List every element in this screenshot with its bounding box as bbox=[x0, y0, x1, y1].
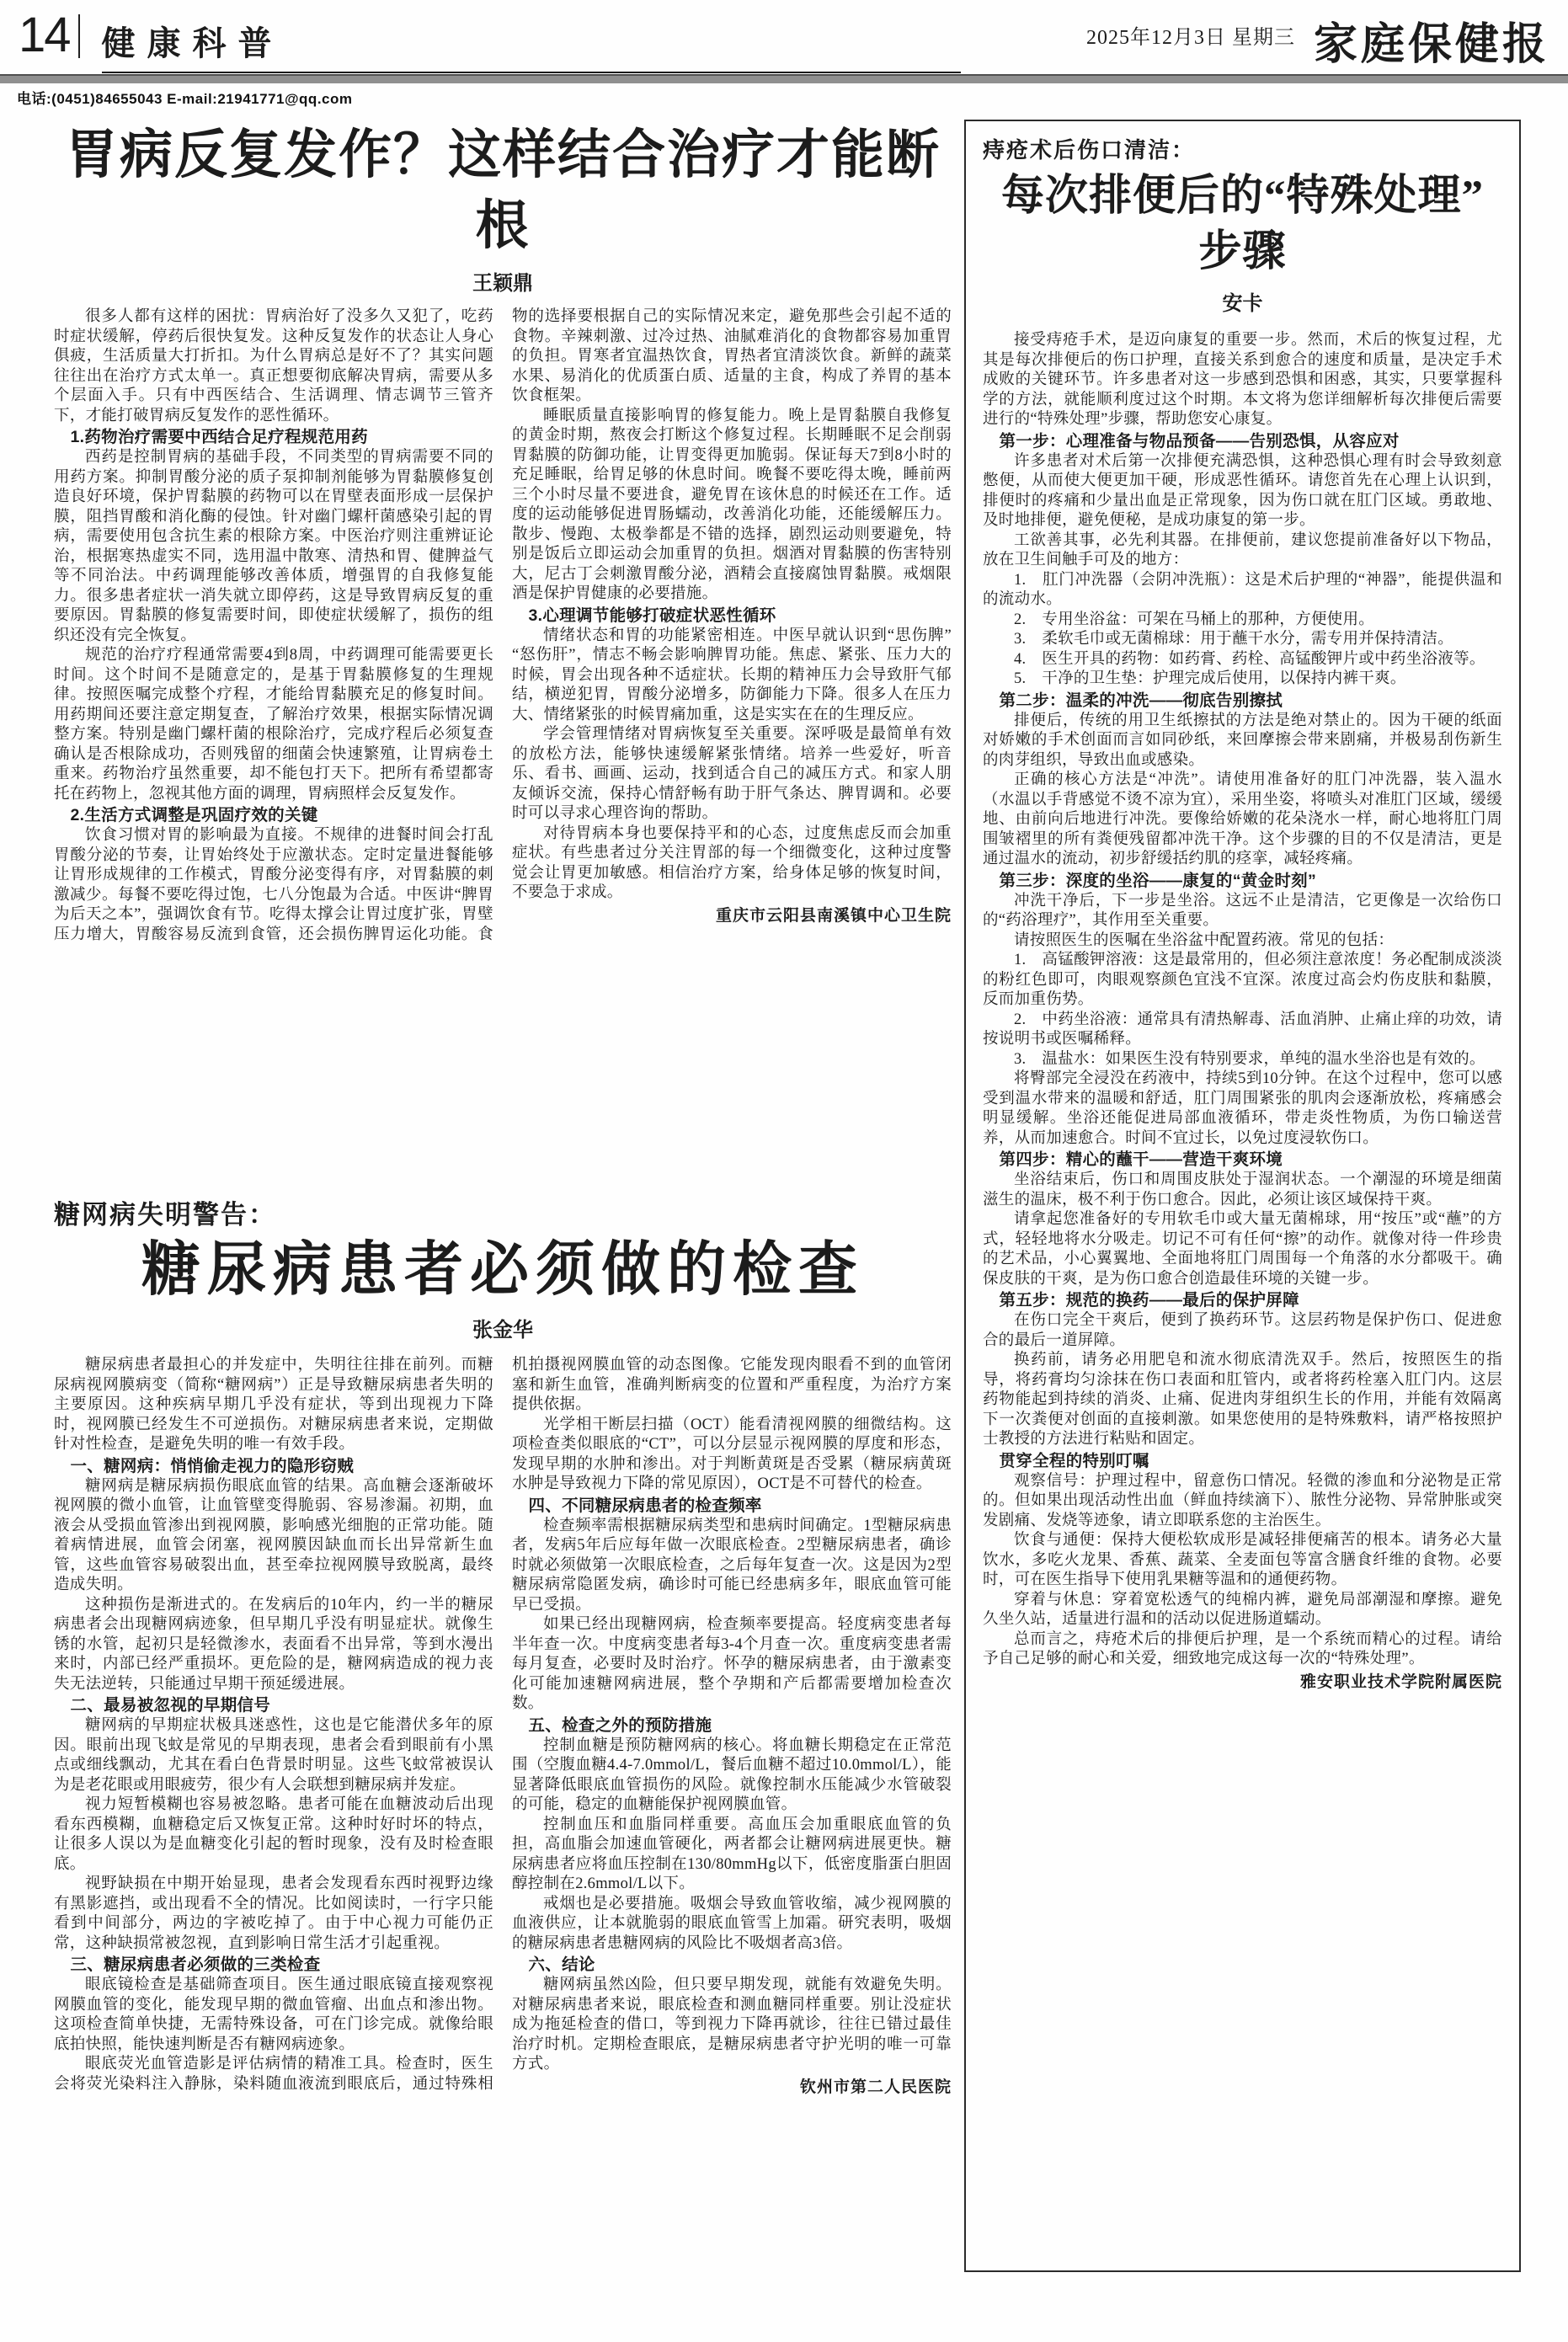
body-paragraph: 穿着与休息：穿着宽松透气的纯棉内裤，避免局部潮湿和摩擦。避免久坐久站，适量进行温和的活动以促进肠道蠕动。 bbox=[983, 1591, 1502, 1628]
body-paragraph: 5. 干净的卫生垫：护理完成后使用，以保持内裤干爽。 bbox=[1014, 670, 1406, 687]
section-subhead: 1.药物治疗需要中西结合足疗程规范用药 bbox=[70, 428, 368, 446]
body-paragraph: 将臀部完全浸没在药液中，持续5到10分钟。在这个过程中，您可以感受到温水带来的温暖和舒适，肛门周围紧张的肌肉会逐渐放松，疼痛感会明显缓解。坐浴还能促进局部血液循环，带走炎性物质，为伤口输送营养，从而加速愈合。时间不宜过长，以免过度浸软伤口。 bbox=[983, 1070, 1502, 1147]
section-subhead: 五、检查之外的预防措施 bbox=[528, 1715, 712, 1735]
body-paragraph: 总而言之，痔疮术后的排便后护理，是一个系统而精心的过程。请给予自己足够的耐心和关爱，细致地完成这每一次的“特殊处理”。 bbox=[983, 1630, 1502, 1667]
hospital-byline: 重庆市云阳县南溪镇中心卫生院 bbox=[715, 906, 952, 925]
section-subhead: 第四步：精心的蘸干——营造干爽环境 bbox=[999, 1150, 1283, 1169]
body-paragraph: 排便后，传统的用卫生纸擦拭的方法是绝对禁止的。因为干硬的纸面对娇嫩的手术创面而言如同砂纸，来回摩擦会带来剧痛，并极易刮伤新生的肉芽组织，导致出血或感染。 bbox=[983, 712, 1502, 769]
section-subhead: 第二步：温柔的冲洗——彻底告别擦拭 bbox=[999, 691, 1283, 710]
body-paragraph: 冲洗干净后，下一步是坐浴。这远不止是清洁，它更像是一次给伤口的“药浴理疗”，其作用至关重要。 bbox=[983, 892, 1502, 929]
article-diabetes-author: 张金华 bbox=[472, 1320, 533, 1342]
body-paragraph: 糖网病的早期症状极具迷惑性，这也是它能潜伏多年的原因。眼前出现飞蚊是常见的早期表现，患者会看到眼前有小黑点或细线飘动，尤其在看白色背景时明显。这些飞蚊常被误认为是老花眼或用眼疲劳，很少有人会联想到糖尿病并发症。 bbox=[54, 1717, 493, 1794]
body-paragraph: 睡眠质量直接影响胃的修复能力。晚上是胃黏膜自我修复的黄金时期，熬夜会打断这个修复过程。长期睡眠不足会削弱胃黏膜的防御功能，让胃变得更加脆弱。保证每天7到8小时的充足睡眠，给胃足够的休息时间。晚餐不要吃得太晚，睡前两三个小时尽量不要进食，避免胃在该休息的时候还在工作。适度的运动能够促进胃肠蠕动，改善消化功能，还能缓解压力。散步、慢跑、太极拳都是不错的选择，剧烈运动则要避免，特别是饭后立即运动会加重胃的负担。烟酒对胃黏膜的伤害特别大，尼古丁会刺激胃酸分泌，酒精会直接腐蚀胃黏膜。戒烟限酒是保护胃健康的必要措施。 bbox=[512, 407, 952, 602]
body-paragraph: 请拿起您准备好的专用软毛巾或大量无菌棉球，用“按压”或“蘸”的方式，轻轻地将水分吸走。切记不可有任何“擦”的动作。就像对待一件珍贵的艺术品，小心翼翼地、全面地将肛门周围每一个角落的水分都吸干。确保皮肤的干爽，是为伤口愈合创造最佳环境的关键一步。 bbox=[983, 1211, 1502, 1288]
section-subhead: 第三步：深度的坐浴——康复的“黄金时刻” bbox=[999, 871, 1316, 890]
body-paragraph: 1. 肛门冲洗器（会阴冲洗瓶）：这是术后护理的“神器”，能提供温和的流动水。 bbox=[983, 571, 1502, 608]
page-number: 14 bbox=[19, 8, 70, 62]
body-paragraph: 如果已经出现糖网病，检查频率要提高。轻度病变患者每半年查一次。中度病变患者每3-4个月查一次。重度病变患者需每月复查，必要时及时治疗。怀孕的糖尿病患者，由于激素变化可能加速糖网病进展，整个孕期和产后都需要增加检查次数。 bbox=[512, 1616, 952, 1712]
body-paragraph: 光学相干断层扫描（OCT）能看清视网膜的细微结构。这项检查类似眼底的“CT”，可以分层显示视网膜的厚度和形态，发现早期的水肿和渗出。对于判断黄斑是否受累（糖尿病黄斑水肿是导致视力下降的常见原因），OCT是不可替代的检查。 bbox=[512, 1416, 952, 1492]
body-paragraph: 规范的治疗疗程通常需要4到8周，中药调理可能需要更长时间。这个时间不是随意定的，是基于胃黏膜修复的生理规律。按照医嘱完成整个疗程，才能给胃黏膜充足的修复时间。用药期间还要注意定期复查，了解治疗效果，根据实际情况调整方案。特别是幽门螺杆菌的根除治疗，完成疗程后必须复查确认是否根除成功，否则残留的细菌会快速繁殖，让胃病卷土重来。药物治疗虽然重要，却不能包打天下。把所有希望都寄托在药物上，忽视其他方面的调理，胃病照样会反复发作。 bbox=[54, 647, 493, 803]
body-paragraph: 学会管理情绪对胃病恢复至关重要。深呼吸是最简单有效的放松方法，能够快速缓解紧张情绪。培养一些爱好，听音乐、看书、画画、运动，找到适合自己的减压方式。和家人朋友倾诉交流，保持心情舒畅有助于肝气条达、脾胃调和。必要时可以寻求心理咨询的帮助。 bbox=[512, 726, 952, 822]
body-paragraph: 3. 温盐水：如果医生没有特别要求，单纯的温水坐浴也是有效的。 bbox=[1014, 1050, 1485, 1068]
body-paragraph: 3. 柔软毛巾或无菌棉球：用于蘸干水分，需专用并保持清洁。 bbox=[1014, 631, 1454, 648]
body-paragraph: 西药是控制胃病的基础手段，不同类型的胃病需要不同的用药方案。抑制胃酸分泌的质子泵抑制剂能够为胃黏膜修复创造良好环境，保护胃黏膜的药物可以在胃壁表面形成一层保护膜，阻挡胃酸和消化酶的侵蚀。针对幽门螺杆菌感染引起的胃病，需要使用包含抗生素的根除方案。中医治疗则注重辨证论治，根据寒热虚实不同，选用温中散寒、清热和胃、健脾益气等不同治法。中药调理能够改善体质，增强胃的自我修复能力。很多患者症状一消失就立即停药，这是导致胃病反复的重要原因。胃黏膜的修复需要时间，即使症状缓解了，损伤的组织还没有完全恢复。 bbox=[54, 449, 493, 644]
body-paragraph: 4. 医生开具的药物：如药膏、药栓、高锰酸钾片或中药坐浴液等。 bbox=[1014, 650, 1485, 668]
body-paragraph: 2. 中药坐浴液：通常具有清热解毒、活血消肿、止痛止痒的功效，请按说明书或医嘱稀释。 bbox=[983, 1011, 1502, 1048]
contact-line: 电话:(0451)84655043 E-mail:21941771@qq.com bbox=[17, 91, 353, 107]
body-paragraph: 接受痔疮手术，是迈向康复的重要一步。然而，术后的恢复过程，尤其是每次排便后的伤口护理，直接关系到愈合的速度和质量，是决定手术成败的关键环节。许多患者对这一步感到恐惧和困惑，其实，只要掌握科学的方法，就能顺利度过这个时期。本文将为您详细解析每次排便后需要进行的“特殊处理”步骤，帮助您安心康复。 bbox=[983, 332, 1502, 428]
section-subhead: 3.心理调节能够打破症状恶性循环 bbox=[528, 606, 776, 625]
masthead-right bbox=[1086, 8, 1549, 72]
section-subhead: 贯穿全程的特别叮嘱 bbox=[999, 1451, 1149, 1470]
section-title: 健康科普 bbox=[101, 24, 284, 62]
newspaper-name: 家庭保健报 bbox=[1313, 21, 1549, 69]
body-paragraph: 眼底镜检查是基础筛查项目。医生通过眼底镜直接观察视网膜血管的变化，能发现早期的微血管瘤、出血点和渗出物。这项检查简单快捷，无需特殊设备，可在门诊完成。就像给眼底拍快照，能快速判断是否有糖网病迹象。 bbox=[54, 1977, 493, 2053]
body-paragraph: 许多患者对术后第一次排便充满恐惧，这种恐惧心理有时会导致刻意憋便，从而使大便更加干硬，形成恶性循环。请您首先在心理上认识到，排便时的疼痛和少量出血是正常现象，因为伤口就在肛门区域。勇敢地、及时地排便，避免便秘，是成功康复的第一步。 bbox=[983, 452, 1502, 529]
body-paragraph: 饮食习惯对胃的影响最为直接。不规律的进餐时间会打乱胃酸分泌的节奏，让胃始终处于应激状态。定时定量进餐能够让胃形成规律的工作模式，胃酸分泌变得有序，对胃黏膜的刺激减少。每餐不要吃得过饱，七八分饱最为合适。中医讲“脾胃为后天之本”，强调饮食有节。吃得太撑会让胃过度扩张，胃壁压力增大，胃酸容易反流到食管，还会损伤脾胃运化功能。食物的选择要根据自己的实际情况来定，避免那些会引起不适的食物。辛辣刺激、过冷过热、油腻难消化的食物都容易加重胃的负担。胃寒者宜温热饮食，胃热者宜清淡饮食。新鲜的蔬菜水果、易消化的优质蛋白质、适量的主食，构成了养胃的基本饮食框架。 bbox=[54, 308, 952, 943]
body-paragraph: 请按照医生的医嘱在坐浴盆中配置药液。常见的包括： bbox=[1014, 931, 1395, 949]
article-hemorrhoid-author: 安卡 bbox=[1222, 293, 1263, 315]
section-subhead: 六、结论 bbox=[528, 1955, 595, 1974]
body-paragraph: 饮食与通便：保持大便松软成形是减轻排便痛苦的根本。请务必大量饮水，多吃火龙果、香蕉、蔬菜、全麦面包等富含膳食纤维的食物。必要时，可在医生指导下使用乳果糖等温和的通便药物。 bbox=[983, 1532, 1502, 1588]
section-subhead: 第一步：心理准备与物品预备——告别恐惧，从容应对 bbox=[999, 431, 1400, 451]
body-paragraph: 在伤口完全干爽后，便到了换药环节。这层药物是保护伤口、促进愈合的最后一道屏障。 bbox=[983, 1312, 1502, 1349]
body-paragraph: 情绪状态和胃的功能紧密相连。中医早就认识到“思伤脾”“怒伤肝”，情志不畅会影响脾胃功能。焦虑、紧张、压力大的时候，胃会出现各种不适症状。长期的精神压力会导致肝气郁结，横逆犯胃，胃酸分泌增多，防御能力下降。很多人在压力大、情绪紧张的时候胃痛加重，这是实实在在的生理反应。 bbox=[512, 627, 952, 723]
section-subhead: 三、糖尿病患者必须做的三类检查 bbox=[70, 1955, 321, 1974]
hospital-byline: 钦州市第二人民医院 bbox=[799, 2078, 952, 2096]
section-subhead: 四、不同糖尿病患者的检查频率 bbox=[528, 1496, 762, 1515]
body-paragraph: 糖尿病患者最担心的并发症中，失明往往排在前列。而糖尿病视网膜病变（简称“糖网病”）正是导致糖尿病患者失明的主要原因。这种疾病早期几乎没有症状，等到出现视力下降时，视网膜已经发生不可逆损伤。对糖尿病患者来说，定期做针对性检查，是避免失明的唯一有效手段。 bbox=[54, 1357, 493, 1453]
article-gastric bbox=[54, 120, 952, 1185]
body-paragraph: 糖网病是糖尿病损伤眼底血管的结果。高血糖会逐渐破坏视网膜的微小血管，让血管壁变得脆弱、容易渗漏。初期，血液会从受损血管渗出到视网膜，影响感光细胞的正常功能。随着病情进展，血管会闭塞，视网膜因缺血而长出异常新生血管，这些血管容易破裂出血，甚至牵拉视网膜导致脱离，最终造成失明。 bbox=[54, 1477, 493, 1593]
article-hemorrhoid-box bbox=[964, 120, 1521, 2272]
body-paragraph: 控制血压和血脂同样重要。高血压会加重眼底血管的负担，高血脂会加速血管硬化，两者都会让糖网病进展更快。糖尿病患者应将血压控制在130/80mmHg以下，低密度脂蛋白胆固醇控制在2.6mmol/L以下。 bbox=[512, 1816, 952, 1892]
body-paragraph: 正确的核心方法是“冲洗”。请使用准备好的肛门冲洗器，装入温水（水温以手背感觉不烫不凉为宜），采用坐姿，将喷头对准肛门区域，缓缓地、由前向后地进行冲洗。要像给娇嫩的花朵浇水一样，耐心地将肛门周围皱褶里的所有粪便残留都冲洗干净。这个步骤的目的不仅是清洁，更是通过温水的流动，初步舒缓括约肌的痉挛，减轻疼痛。 bbox=[983, 771, 1502, 867]
masthead-divider bbox=[78, 14, 80, 58]
body-paragraph: 1. 高锰酸钾溶液：这是最常用的，但必须注意浓度！务必配制成淡淡的粉红色即可，肉眼观察颜色宜浅不宜深。浓度过高会灼伤皮肤和黏膜，反而加重伤势。 bbox=[983, 952, 1502, 1008]
article-diabetes-body bbox=[54, 1356, 952, 2342]
body-paragraph: 2. 专用坐浴盆：可架在马桶上的那种，方便使用。 bbox=[1014, 611, 1375, 628]
hospital-byline: 雅安职业技术学院附属医院 bbox=[1299, 1672, 1502, 1691]
article-hemorrhoid-kicker: 痔疮术后伤口清洁： bbox=[983, 137, 1196, 163]
section-subhead: 第五步：规范的换药——最后的保护屏障 bbox=[999, 1291, 1299, 1310]
body-paragraph: 视力短暂模糊也容易被忽略。患者可能在血糖波动后出现看东西模糊，血糖稳定后又恢复正常。这种时好时坏的特点，让很多人误以为是血糖变化引起的暂时现象，没有及时检查眼底。 bbox=[54, 1796, 493, 1873]
body-paragraph: 观察信号：护理过程中，留意伤口情况。轻微的渗血和分泌物是正常的。但如果出现活动性出血（鲜血持续滴下）、脓性分泌物、异常肿胀或突发剧痛、发烧等迹象，请立即联系您的主治医生。 bbox=[983, 1472, 1502, 1529]
article-diabetes-title: 糖尿病患者必须做的检查 bbox=[141, 1238, 864, 1303]
body-paragraph: 工欲善其事，必先利其器。在排便前，建议您提前准备好以下物品，放在卫生间触手可及的地方： bbox=[983, 531, 1502, 568]
body-paragraph: 眼底荧光血管造影是评估病情的精准工具。检查时，医生会将荧光染料注入静脉，染料随血液流到眼底后，通过特殊相机拍摄视网膜血管的动态图像。它能发现肉眼看不到的血管闭塞和新生血管，准确判断病变的位置和严重程度，为治疗方案提供依据。 bbox=[54, 1357, 952, 2093]
section-block bbox=[102, 8, 961, 73]
left-column-region bbox=[54, 120, 952, 2342]
body-paragraph: 这种损伤是渐进式的。在发病后的10年内，约一半的糖尿病患者会出现糖网病迹象，但早期几乎没有明显症状。就像生锈的水管，起初只是轻微渗水，表面看不出异常，等到水漫出来时，内部已经严重损坏。更危险的是，糖网病造成的视力丧失无法逆转，只能通过早期干预延缓进展。 bbox=[54, 1596, 493, 1693]
article-diabetes-kicker: 糖网病失明警告： bbox=[54, 1200, 276, 1230]
section-subhead: 一、糖网病：悄悄偷走视力的隐形窃贼 bbox=[70, 1456, 355, 1475]
body-paragraph: 视野缺损在中期开始显现，患者会发现看东西时视野边缘有黑影遮挡，或出现看不全的情况。比如阅读时，一行字只能看到中间部分，两边的字被吃掉了。由于中心视力可能仍正常，这种缺损常被忽视，直到影响日常生活才引起重视。 bbox=[54, 1875, 493, 1952]
body-paragraph: 糖网病虽然凶险，但只要早期发现，就能有效避免失明。对糖尿病患者来说，眼底检查和测血糖同样重要。别让没症状成为拖延检查的借口，等到视力下降再就诊，往往已错过最佳治疗时机。定期检查眼底，是糖尿病患者守护光明的唯一可靠方式。 bbox=[512, 1977, 952, 2073]
article-gastric-body bbox=[54, 307, 952, 1185]
article-gastric-title: 胃病反复发作？这样结合治疗才能断根 bbox=[65, 125, 941, 255]
body-paragraph: 控制血糖是预防糖网病的核心。将血糖长期稳定在正常范围（空腹血糖4.4-7.0mmol/L，餐后血糖不超过10.0mmol/L），能显著降低眼底血管损伤的风险。就像控制水压能减少水管破裂的可能，稳定的血糖能保护视网膜血管。 bbox=[512, 1736, 952, 1813]
article-diabetes bbox=[54, 1198, 952, 2342]
article-hemorrhoid-body bbox=[983, 331, 1502, 1695]
section-subhead: 二、最易被忽视的早期信号 bbox=[70, 1696, 271, 1715]
body-paragraph: 戒烟也是必要措施。吸烟会导致血管收缩，减少视网膜的血液供应，让本就脆弱的眼底血管雪上加霜。研究表明，吸烟的糖尿病患者患糖网病的风险比不吸烟者高3倍。 bbox=[512, 1895, 952, 1952]
article-gastric-author: 王颖鼎 bbox=[472, 273, 533, 295]
body-paragraph: 坐浴结束后，伤口和周围皮肤处于湿润状态。一个潮湿的环境是细菌滋生的温床，极不利于伤口愈合。因此，必须让该区域保持干爽。 bbox=[983, 1171, 1502, 1208]
body-paragraph: 换药前，请务必用肥皂和流水彻底清洗双手。然后，按照医生的指导，将药膏均匀涂抹在伤口表面和肛管内，或者将药栓塞入肛门内。这层药物能起到持续的消炎、止痛、促进肉芽组织生长的作用，并能有效隔离下一次粪便对创面的直接刺激。如果您使用的是特殊敷料，请严格按照护士教授的方法进行粘贴和固定。 bbox=[983, 1352, 1502, 1448]
section-subhead: 2.生活方式调整是巩固疗效的关键 bbox=[70, 806, 318, 824]
article-hemorrhoid-title: 每次排便后的“特殊处理”步骤 bbox=[1000, 173, 1484, 275]
masthead bbox=[19, 8, 1549, 72]
header-rule bbox=[0, 74, 1568, 83]
issue-date: 2025年12月3日 星期三 bbox=[1085, 27, 1295, 49]
body-paragraph: 检查频率需根据糖尿病类型和患病时间确定。1型糖尿病患者，发病5年后应每年做一次眼底检查。2型糖尿病患者，确诊时就必须做第一次眼底检查，之后每年复查一次。这是因为2型糖尿病常隐匿发病，确诊时可能已经患病多年，眼底血管可能早已受损。 bbox=[512, 1517, 952, 1614]
body-paragraph: 对待胃病本身也要保持平和的心态，过度焦虑反而会加重症状。有些患者过分关注胃部的每一个细微变化，这种过度警觉会让胃更加敏感。相信治疗方案，给身体足够的恢复时间，不要急于求成。 bbox=[512, 824, 952, 901]
body-paragraph: 很多人都有这样的困扰：胃病治好了没多久又犯了，吃药时症状缓解，停药后很快复发。这种反复发作的状态让人身心俱疲，生活质量大打折扣。为什么胃病总是好不了？其实问题往往出在治疗方式太单一。真正想要彻底解决胃病，需要从多个层面入手。只有中西医结合、生活调理、情志调节三管齐下，才能打破胃病反复发作的恶性循环。 bbox=[54, 308, 493, 424]
section-underline bbox=[102, 72, 961, 73]
